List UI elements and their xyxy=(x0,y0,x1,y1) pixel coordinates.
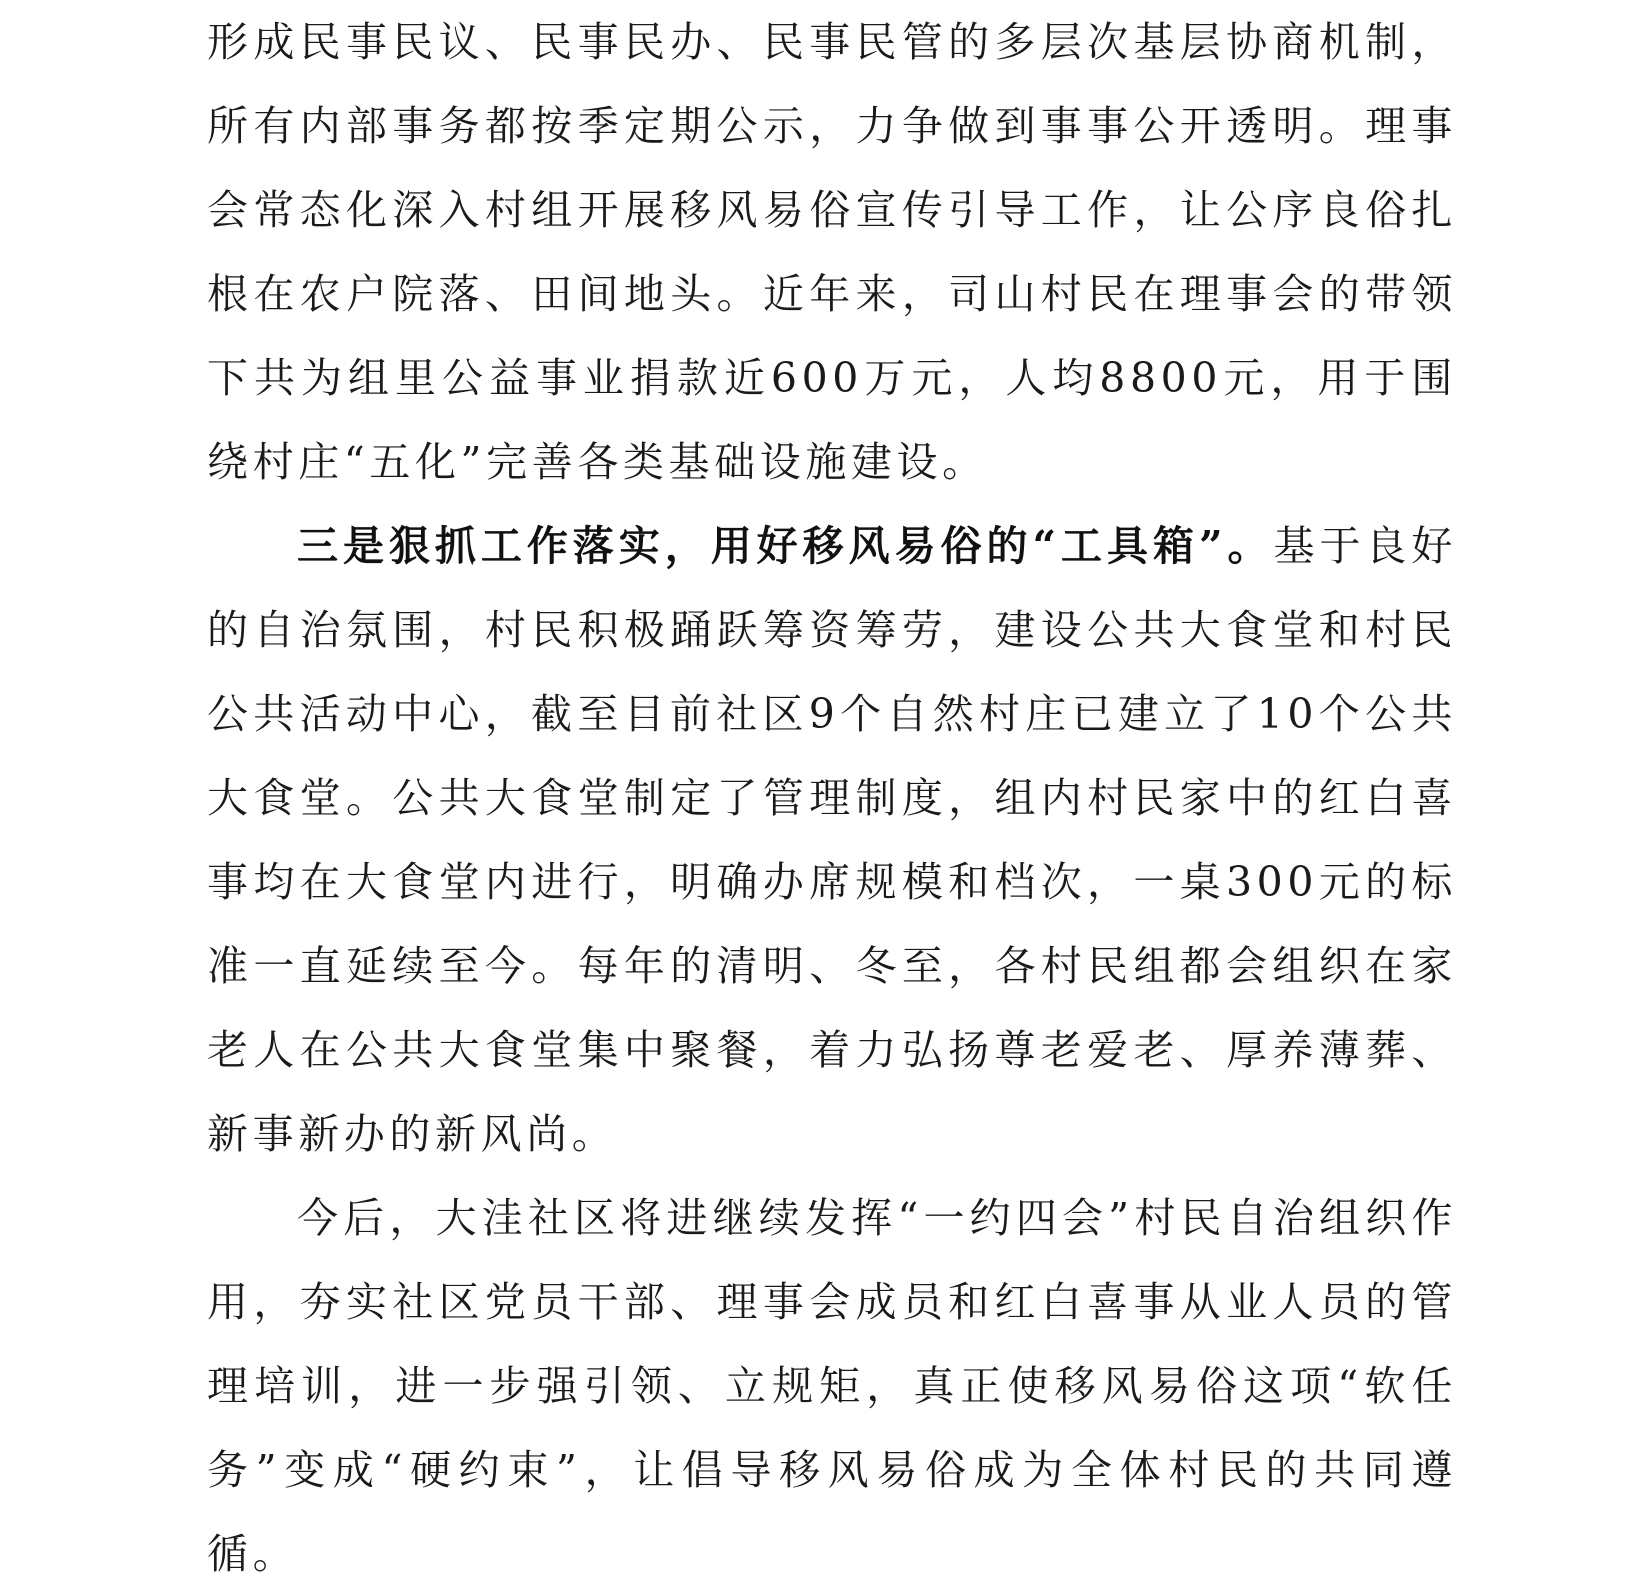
paragraph-2 xyxy=(207,504,1457,1176)
paragraph-2-text: 基于良好的自治氛围，村民积极踊跃筹资筹劳，建设公共大食堂和村民公共活动中心，截至目前社区9个自然村庄已建立了10个公共大食堂。公共大食堂制定了管理制度，组内村民家中的红白喜事均在大食堂内进行，明确办席规模和档次，一桌300元的标准一直延续至今。每年的清明、冬至，各村民组都会组织在家老人在公共大食堂集中聚餐，着力弘扬尊老爱老、厚养薄葬、新事新办的新风尚。 xyxy=(207,522,1457,1158)
document-body xyxy=(207,0,1457,1596)
paragraph-3 xyxy=(207,1176,1457,1596)
paragraph-1 xyxy=(207,0,1457,504)
paragraph-2-bold-lead: 三是狠抓工作落实，用好移风易俗的“工具箱”。 xyxy=(297,522,1274,570)
paragraph-3-text: 今后，大洼社区将进继续发挥“一约四会”村民自治组织作用，夯实社区党员干部、理事会成员和红白喜事从业人员的管理培训，进一步强引领、立规矩，真正使移风易俗这项“软任务”变成“硬约束”，让倡导移风易俗成为全体村民的共同遵循。 xyxy=(207,1194,1457,1578)
paragraph-1-text: 形成民事民议、民事民办、民事民管的多层次基层协商机制，所有内部事务都按季定期公示，力争做到事事公开透明。理事会常态化深入村组开展移风易俗宣传引导工作，让公序良俗扎根在农户院落、田间地头。近年来，司山村民在理事会的带领下共为组里公益事业捐款近600万元，人均8800元，用于围绕村庄“五化”完善各类基础设施建设。 xyxy=(207,18,1457,486)
